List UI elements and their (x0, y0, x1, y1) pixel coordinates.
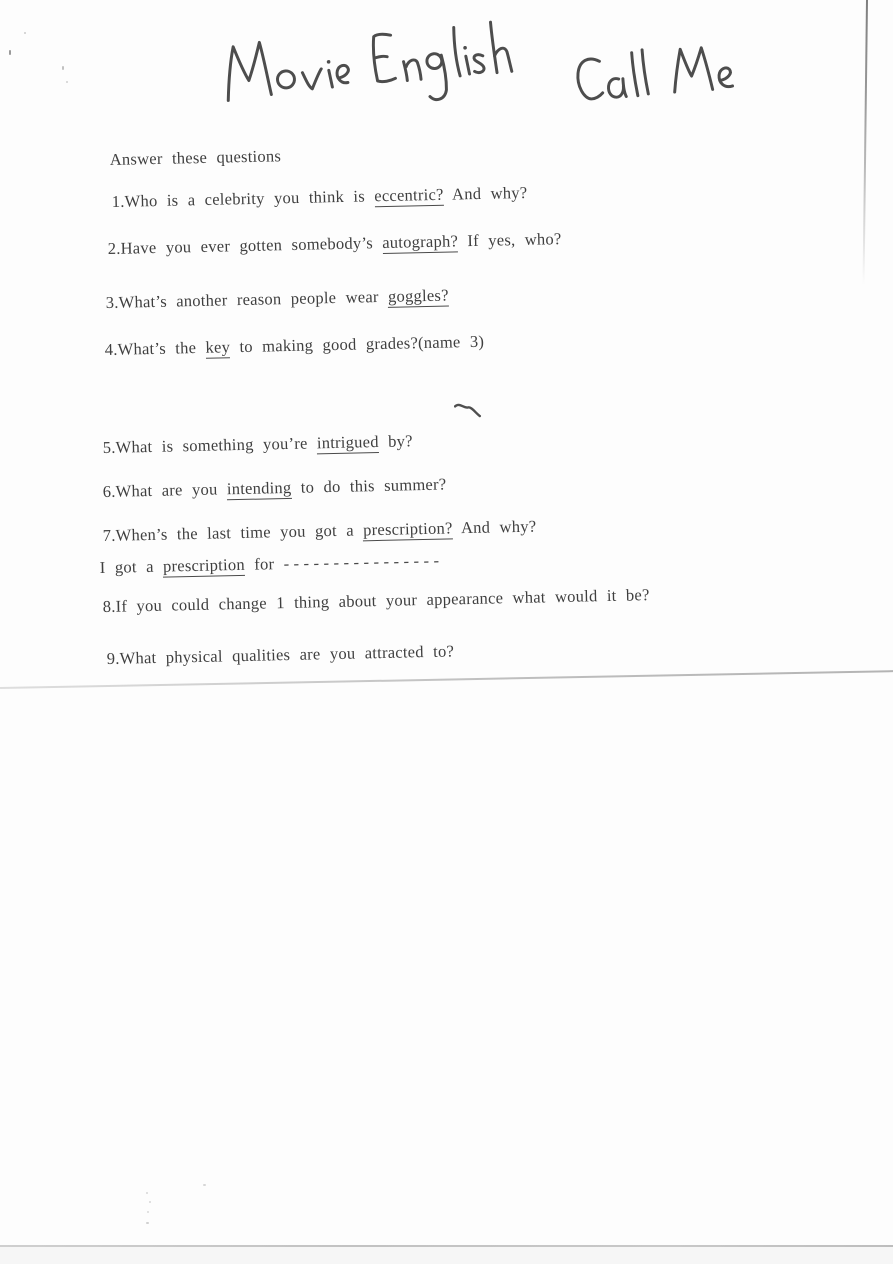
question-text: 9.What physical qualities are you attracted to? (106, 641, 455, 669)
scan-speck (147, 1211, 149, 1213)
question-text: 7.When’s the last time you got a (102, 520, 364, 546)
handwriting-strokes (218, 9, 527, 128)
handwritten-title-call-me (570, 36, 759, 115)
instruction-text: Answer these questions (109, 146, 282, 170)
question-text: And why? (452, 516, 537, 538)
underlined-word: prescription (162, 554, 246, 576)
scan-speck (146, 1222, 149, 1224)
question-text: 4.What’s the (104, 337, 206, 360)
handwritten-title-movie-english (218, 9, 527, 133)
fill-in-text: I got a (99, 556, 164, 578)
scan-speck (24, 32, 26, 34)
underlined-word: prescription? (362, 518, 453, 540)
question-text: 2.Have you ever gotten somebody’s (107, 233, 383, 259)
answer-blank-dashes: ---------------- (283, 550, 444, 573)
scan-speck (146, 1192, 148, 1194)
scan-speck (203, 1184, 206, 1186)
question-5 (103, 431, 413, 458)
question-text: to making good grades?(name 3) (229, 331, 485, 357)
scan-speck (9, 50, 11, 55)
handwriting-strokes (570, 36, 759, 110)
underlined-word: eccentric? (374, 184, 444, 206)
scan-speck (149, 1201, 151, 1203)
question-4 (105, 332, 485, 360)
question-text: And why? (443, 182, 528, 204)
question-text: to do this summer? (291, 474, 447, 497)
underlined-word: autograph? (382, 231, 459, 253)
underlined-word: intrigued (316, 431, 379, 453)
underlined-word: intending (226, 477, 292, 499)
question-9 (107, 641, 455, 669)
underlined-word: key (205, 337, 231, 357)
question-text: 3.What’s another reason people wear (105, 286, 389, 313)
question-text: 6.What are you (102, 479, 228, 502)
scan-speck (62, 66, 64, 70)
question-3 (106, 286, 449, 313)
fill-in-text: for (244, 553, 284, 574)
scan-edge-right (863, 0, 869, 285)
scan-edge-bottom-area (0, 1247, 893, 1264)
paper-edge-diagonal (0, 670, 893, 689)
fill-in-line (100, 551, 444, 578)
underlined-word: goggles? (387, 285, 449, 306)
question-1 (112, 183, 528, 212)
pen-squiggle-mark (454, 401, 482, 419)
question-text: If yes, who? (457, 229, 562, 251)
question-6 (103, 475, 447, 502)
question-8 (103, 585, 650, 617)
question-7 (103, 517, 537, 546)
question-2 (108, 229, 562, 259)
question-text: by? (378, 431, 413, 451)
question-text: 1.Who is a celebrity you think is (111, 186, 375, 212)
scan-speck (66, 81, 68, 83)
question-text: 8.If you could change 1 thing about your appearance what would it be? (102, 585, 650, 617)
question-text: 5.What is something you’re (102, 433, 318, 458)
